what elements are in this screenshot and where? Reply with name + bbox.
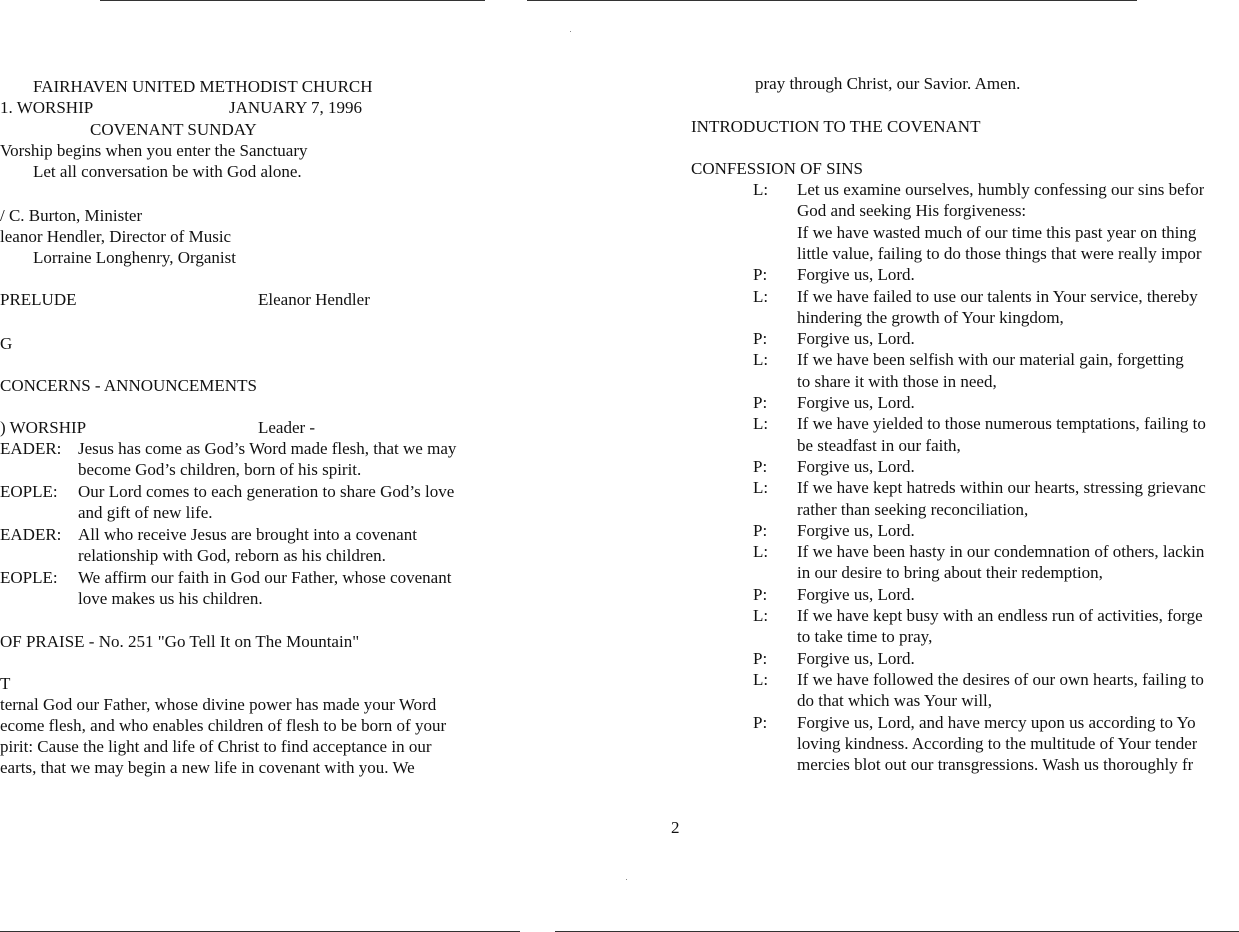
- confession-line: If we have wasted much of our time this past year on thing: [797, 222, 1197, 242]
- litany-line: We affirm our faith in God our Father, whose covenant: [78, 568, 452, 587]
- confession-heading: CONFESSION OF SINS: [691, 159, 863, 178]
- confession-line: to share it with those in need,: [797, 371, 997, 391]
- leader-label: Leader -: [258, 418, 316, 437]
- confession-line: Forgive us, Lord.: [797, 329, 915, 349]
- scan-speck: [570, 31, 571, 32]
- litany-line: All who receive Jesus are brought into a covenant: [78, 525, 417, 544]
- litany-line: and gift of new life.: [78, 503, 213, 522]
- confession-speaker: P:: [753, 329, 768, 349]
- introduction-heading: INTRODUCTION TO THE COVENANT: [691, 117, 981, 136]
- confession-line: in our desire to bring about their redemption,: [797, 563, 1103, 583]
- confession-line: If we have followed the desires of our own hearts, failing to: [797, 669, 1204, 689]
- prayer-line: ternal God our Father, whose divine power has made your Word: [0, 695, 437, 714]
- page-number: 2: [671, 818, 680, 837]
- confession-speaker: L:: [753, 286, 769, 306]
- section-g: G: [0, 334, 13, 353]
- confession-line: little value, failing to do those things that were really impor: [797, 243, 1202, 263]
- confession-speaker: L:: [753, 350, 769, 370]
- covenant-sunday-title: COVENANT SUNDAY: [90, 120, 257, 139]
- litany-speaker: EADER:: [0, 525, 62, 544]
- confession-speaker: L:: [753, 542, 769, 562]
- confession-speaker: P:: [753, 520, 768, 540]
- litany-line: Our Lord comes to each generation to share God’s love: [78, 482, 455, 501]
- confession-line: If we have kept busy with an endless run of activities, forge: [797, 606, 1203, 625]
- confession-line: Forgive us, Lord.: [797, 648, 915, 668]
- confession-line: Let us examine ourselves, humbly confessing our sins befor: [797, 180, 1205, 199]
- worship-time: 1. WORSHIP: [0, 98, 94, 117]
- service-date: JANUARY 7, 1996: [229, 98, 363, 117]
- confession-speaker: P:: [753, 712, 768, 732]
- minister-credit: / C. Burton, Minister: [0, 206, 143, 225]
- confession-speaker: L:: [753, 669, 769, 689]
- concerns-heading: CONCERNS - ANNOUNCEMENTS: [0, 376, 257, 395]
- confession-line: If we have failed to use our talents in Your service, thereby: [797, 286, 1198, 306]
- confession-line: rather than seeking reconciliation,: [797, 499, 1029, 519]
- confession-speaker: P:: [753, 648, 768, 668]
- prayer-conclusion: pray through Christ, our Savior. Amen.: [755, 74, 1021, 93]
- confession-speaker: P:: [753, 393, 768, 412]
- prayer-line: earts, that we may begin a new life in covenant with you. We: [0, 758, 415, 777]
- confession-line: If we have kept hatreds within our hearts, stressing grievanc: [797, 478, 1206, 498]
- confession-line: to take time to pray,: [797, 627, 933, 647]
- litany-speaker: EADER:: [0, 439, 62, 458]
- call-to-worship-heading: ) WORSHIP: [0, 418, 87, 437]
- scan-speck: [626, 879, 627, 880]
- litany-speaker: EOPLE:: [0, 482, 58, 501]
- confession-line: Forgive us, Lord, and have mercy upon us according to Yo: [797, 712, 1196, 732]
- confession-line: hindering the growth of Your kingdom,: [797, 307, 1064, 327]
- litany-line: relationship with God, reborn as his children.: [78, 546, 386, 565]
- church-name: FAIRHAVEN UNITED METHODIST CHURCH: [33, 77, 373, 96]
- litany-line: become God’s children, born of his spirit.: [78, 460, 362, 479]
- litany-speaker: EOPLE:: [0, 568, 58, 587]
- confession-speaker: P:: [753, 456, 768, 476]
- confession-line: Forgive us, Lord.: [797, 584, 915, 604]
- confession-line: Forgive us, Lord.: [797, 520, 915, 540]
- confession-speaker: L:: [753, 478, 769, 498]
- confession-line: be steadfast in our faith,: [797, 435, 961, 455]
- litany-line: love makes us his children.: [78, 589, 263, 608]
- prelude-performer: Eleanor Hendler: [258, 290, 370, 309]
- confession-speaker: P:: [753, 584, 768, 604]
- confession-speaker: L:: [753, 606, 769, 625]
- confession-speaker: P:: [753, 265, 768, 285]
- confession-line: Forgive us, Lord.: [797, 265, 915, 285]
- hymn-of-praise: OF PRAISE - No. 251 "Go Tell It on The Mountain": [0, 632, 360, 651]
- organist-credit: Lorraine Longhenry, Organist: [33, 248, 236, 267]
- confession-line: If we have yielded to those numerous temptations, failing to: [797, 414, 1206, 434]
- confession-line: Forgive us, Lord.: [797, 393, 915, 412]
- confession-line: If we have been selfish with our material gain, forgetting: [797, 350, 1184, 370]
- section-t: T: [0, 674, 11, 693]
- confession-line: loving kindness. According to the multitude of Your tender: [797, 733, 1198, 753]
- conversation-note: Let all conversation be with God alone.: [33, 162, 302, 181]
- litany-line: Jesus has come as God’s Word made flesh, that we may: [78, 439, 457, 458]
- confession-line: Forgive us, Lord.: [797, 456, 915, 476]
- prelude-heading: PRELUDE: [0, 290, 77, 309]
- confession-line: If we have been hasty in our condemnation of others, lackin: [797, 542, 1205, 562]
- confession-line: do that which was Your will,: [797, 691, 993, 711]
- confession-speaker: L:: [753, 180, 769, 199]
- music-director-credit: leanor Hendler, Director of Music: [0, 227, 232, 246]
- confession-line: mercies blot out our transgressions. Wash us thoroughly fr: [797, 755, 1194, 775]
- prayer-line: pirit: Cause the light and life of Christ to find acceptance in our: [0, 737, 432, 756]
- top-rule-right: [527, 0, 1137, 1]
- worship-begins-note: Vorship begins when you enter the Sanctuary: [0, 141, 308, 160]
- top-rule-left: [100, 0, 485, 1]
- prayer-line: ecome flesh, and who enables children of flesh to be born of your: [0, 716, 447, 735]
- confession-speaker: L:: [753, 414, 769, 434]
- confession-line: God and seeking His forgiveness:: [797, 201, 1027, 221]
